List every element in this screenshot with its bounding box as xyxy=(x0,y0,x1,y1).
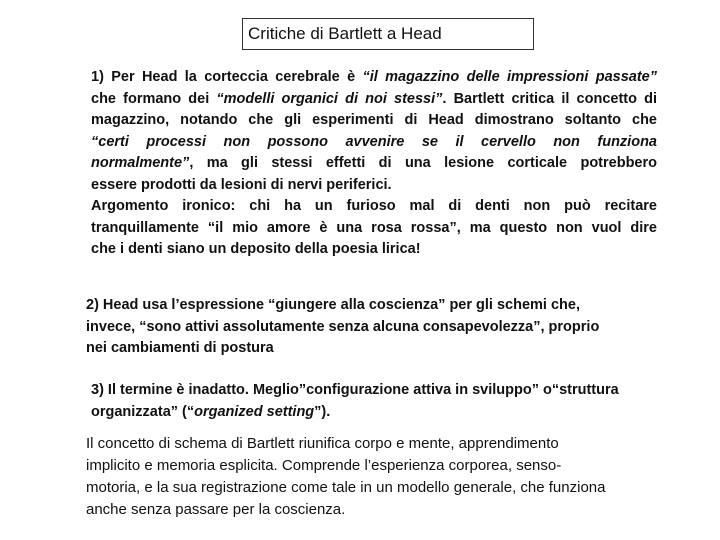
point-1-text: . Bartlett critica il concetto di xyxy=(442,90,658,107)
point-1-line: che i denti siano un deposito della poesia lirica! xyxy=(91,241,421,257)
point-1-text: 1) Per Head la corteccia cerebrale è xyxy=(91,69,363,85)
point-1-line xyxy=(91,132,657,154)
point-1-line: Argomento ironico: chi ha un furioso mal di denti non può recitare xyxy=(91,198,657,214)
point-3-term: organized setting xyxy=(194,403,315,420)
point-3-text: ”). xyxy=(314,403,331,420)
point-1-line: essere prodotti da lesioni di nervi periferici. xyxy=(91,176,392,193)
point-2-line: nei cambiamenti di postura xyxy=(86,340,274,356)
point-1-quote: normalmente” xyxy=(91,155,190,171)
point-3-line xyxy=(91,402,691,424)
point-1-quote: “il magazzino delle impressioni passate” xyxy=(362,69,657,85)
conclusion-paragraph xyxy=(86,433,666,521)
point-1-paragraph xyxy=(91,67,657,261)
slide-title: Critiche di Bartlett a Head xyxy=(242,18,534,50)
point-3-paragraph xyxy=(91,380,691,423)
conclusion-line: anche senza passare per la coscienza. xyxy=(86,501,346,518)
point-2-line: invece, “sono attivi assolutamente senza alcuna consapevolezza”, proprio xyxy=(86,318,600,335)
point-1-quote: “certi processi non possono avvenire se il cervello non funziona xyxy=(91,133,657,150)
conclusion-line: implicito e memoria esplicita. Comprende l’esperienza corporea, senso- xyxy=(86,457,562,474)
point-1-line: magazzino, notando che gli esperimenti di Head dimostrano soltanto che xyxy=(91,112,657,128)
point-1-line xyxy=(91,89,657,111)
point-1-text: , ma gli stessi effetti di una lesione corticale potrebbero xyxy=(189,155,657,171)
point-1-line xyxy=(91,153,657,175)
point-2-line: 2) Head usa l’espressione “giungere alla coscienza” per gli schemi che, xyxy=(86,297,580,313)
point-2-paragraph xyxy=(86,295,646,360)
conclusion-line: motoria, e la sua registrazione come tale in un modello generale, che funziona xyxy=(86,479,606,496)
point-1-text: che formano dei xyxy=(91,90,217,107)
point-1-line xyxy=(91,67,657,89)
point-3-text: organizzata” (“ xyxy=(91,403,195,420)
point-1-quote: “modelli organici di noi stessi” xyxy=(216,90,443,107)
point-1-line: tranquillamente “il mio amore è una rosa rossa”, ma questo non vuol dire xyxy=(91,219,657,236)
point-3-line: 3) Il termine è inadatto. Meglio”configurazione attiva in sviluppo” o“struttura xyxy=(91,382,619,398)
conclusion-line: Il concetto di schema di Bartlett riunifica corpo e mente, apprendimento xyxy=(86,435,559,452)
